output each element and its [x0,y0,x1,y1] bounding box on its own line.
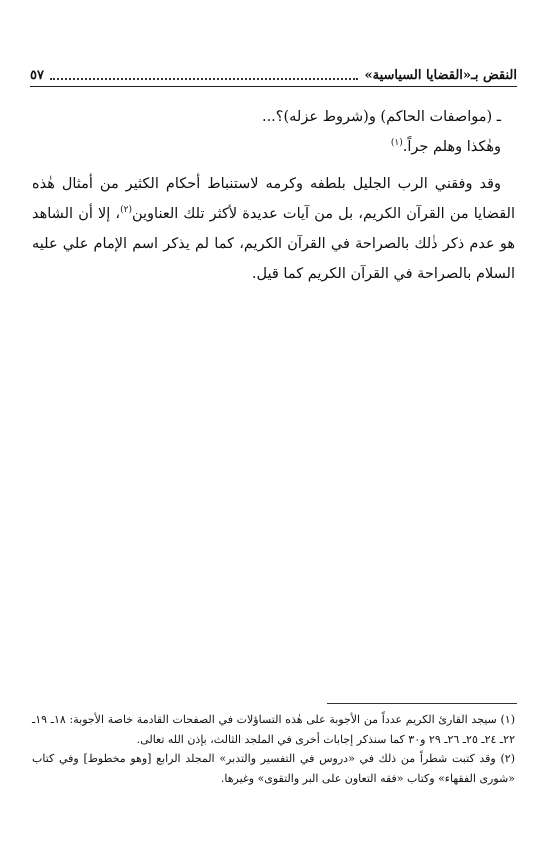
main-paragraph [32,170,515,289]
continuation-text: وهٰكذا وهلم جراً. [402,138,501,155]
list-item-line: ـ (مواصفات الحاكم) و(شروط عزله)؟... [261,109,501,125]
footnotes [32,710,515,788]
continuation-line [32,133,515,163]
footnote-ref-1[interactable]: (١) [390,137,403,148]
page-number: ٥٧ [30,67,44,83]
running-header [30,64,517,87]
paragraph-part-2: ، إلا أن الشاهد هو عدم ذكر ذٰلك بالصراحة في القرآن الكريم، كما لم يذكر اسم الإمام علي عليه السلام بالصراحة في القرآن الكريم كما قيل. [32,206,515,282]
footnote-ref-2[interactable]: (٢) [120,205,132,216]
header-title: النقض بـ«القضايا السياسية» [364,67,517,83]
paragraph-part-1: وقد وفقني الرب الجليل بلطفه وكرمه لاستنباط أحكام الكثير من أمثال هٰذه القضايا من القرآن الكريم، بل من آيات عديدة لأكثر تلك العناوين [32,176,515,223]
footnote-1: (١) سيجد القارئ الكريم عدداً من الأجوبة على هٰذه التساؤلات في الصفحات القادمة خاصة الأجوبة: ١٨ـ ١٩ـ ٢٢ـ ٢٤ـ ٢٥ـ ٢٦ـ ٢٩ و٣٠ كما سنذكر إجابات أخرى في الملجد الثالث، بإذن الله تعالى. [32,713,515,746]
main-text [32,103,515,289]
header-dot-leader [50,70,359,80]
footnote-separator [327,703,517,704]
footnote-2: (٢) وقد كتبت شطراً من ذلك في «دروس في التفسير والتدبر» المجلد الرابع [وهو مخطوط] وفي كتاب «شورى الفقهاء» وكتاب «فقه التعاون على البر والتقوى» وغيرها. [32,752,515,785]
